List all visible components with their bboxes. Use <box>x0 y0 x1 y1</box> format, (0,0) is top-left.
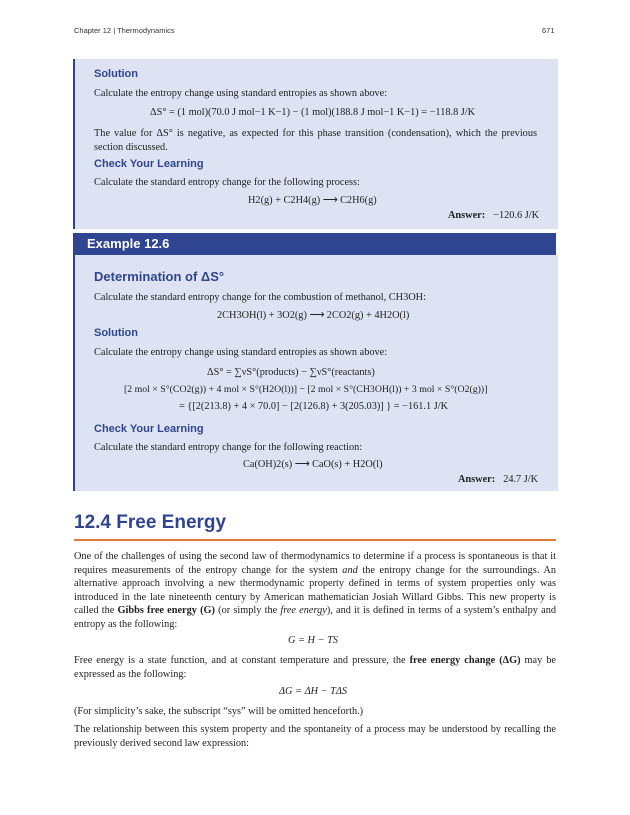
intro-paragraph: One of the challenges of using the second law of thermodynamics to determine if a process is spontaneous is that it requires measurements of the entropy change for the system and the entropy change for the surroundings. An alternative approach involving a new thermodynamic property defined in terms of system properties only was introduced in the late nineteenth century by American mathematician Josiah Willard Gibbs. This new property is called the Gibbs free energy (G) (or simply the free energy), and it is defined in terms of a system’s enthalpy and entropy as the following: <box>74 551 557 630</box>
equation-line-1: ΔS° = ∑νS°(products) − ∑νS°(reactants) <box>207 367 375 378</box>
check-equation: H2(g) + C2H4(g) ⟶ C2H6(g) <box>248 195 377 206</box>
check-heading: Check Your Learning <box>94 158 204 170</box>
example-check-text: Calculate the standard entropy change for the following reaction: <box>94 442 363 453</box>
check-text: Calculate the standard entropy change for the following process: <box>94 177 360 188</box>
page-number: 671 <box>542 26 555 35</box>
example-solution-heading: Solution <box>94 327 138 339</box>
entropy-equation: ΔS° = (1 mol)(70.0 J mol−1 K−1) − (1 mol)(188.8 J mol−1 K−1) = −118.8 J/K <box>150 107 476 118</box>
running-header: Chapter 12 | Thermodynamics <box>74 26 175 35</box>
example-answer-label: Answer: <box>458 474 496 485</box>
gibbs-equation: G = H − TS <box>288 635 338 646</box>
solution-text: Calculate the entropy change using standard entropies as shown above: <box>94 88 388 99</box>
equation-line-3: = {[2(213.8) + 4 × 70.0] − [2(126.8) + 3(205.03)] } = −161.1 J/K <box>179 401 449 412</box>
example-solution-text: Calculate the entropy change using standard entropies as shown above: <box>94 347 388 358</box>
free-energy-paragraph: Free energy is a state function, and at constant temperature and pressure, the free energy change (ΔG) may be expressed as the following: <box>74 655 556 680</box>
example-title: Determination of ΔS° <box>94 269 225 284</box>
section-title: 12.4 Free Energy <box>74 512 227 533</box>
delta-g-equation: ΔG = ΔH − TΔS <box>279 686 348 697</box>
free-energy-change-term: free energy change (ΔG) <box>409 655 521 666</box>
explanation-text: The value for ΔS° is negative, as expected for this phase transition (condensation), which the previous section discussed. <box>94 128 537 153</box>
example-check-equation: Ca(OH)2(s) ⟶ CaO(s) + H2O(l) <box>243 459 383 470</box>
problem-text: Calculate the standard entropy change for the combustion of methanol, CH3OH: <box>94 292 426 303</box>
relationship-paragraph: The relationship between this system property and the spontaneity of a process may be understood by recalling the previously derived second law expression: <box>74 724 556 749</box>
answer <box>448 210 539 221</box>
simplicity-note: (For simplicity’s sake, the subscript “sys” will be omitted henceforth.) <box>74 706 364 717</box>
answer-value: −120.6 J/K <box>493 210 540 221</box>
equation-line-2: [2 mol × S°(CO2(g)) + 4 mol × S°(H2O(l))] − [2 mol × S°(CH3OH(l)) + 3 mol × S°(O2(g))] <box>124 384 488 395</box>
gibbs-term: Gibbs free energy (G) <box>117 605 215 616</box>
answer-label: Answer: <box>448 210 486 221</box>
solution-heading: Solution <box>94 68 138 80</box>
example-check-heading: Check Your Learning <box>94 423 204 435</box>
example-answer-value: 24.7 J/K <box>503 474 539 485</box>
example-banner: Example 12.6 <box>73 233 556 255</box>
reaction-equation: 2CH3OH(l) + 3O2(g) ⟶ 2CO2(g) + 4H2O(l) <box>217 310 410 321</box>
section-rule <box>74 539 556 541</box>
example-answer <box>458 474 538 485</box>
